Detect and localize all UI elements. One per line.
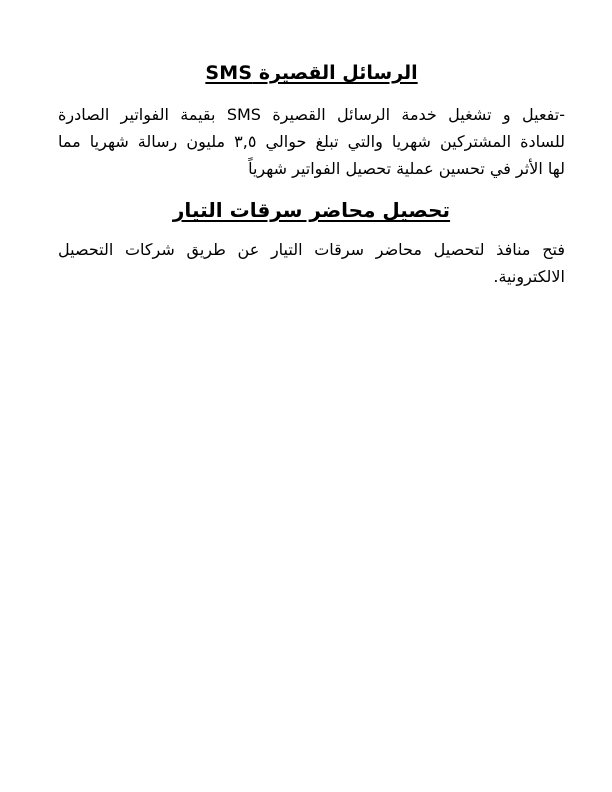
body-line: -تفعيل و تشغيل خدمة الرسائل القصيرة SMS بقيمة الفواتير الصادرة xyxy=(58,105,566,124)
body-line: لها الأثر في تحسين عملية تحصيل الفواتير شهرياً xyxy=(248,159,565,178)
body-line: للسادة المشتركين شهريا والتي تبلغ حوالي ٣,٥ مليون رسالة شهريا مما xyxy=(58,132,565,151)
body-line: الالكترونية. xyxy=(493,267,565,286)
theft-heading-text: تحصيل محاضر سرقات التيار xyxy=(172,198,451,222)
theft-paragraph xyxy=(58,236,565,290)
body-line: فتح منافذ لتحصيل محاضر سرقات التيار عن طريق شركات التحصيل xyxy=(58,240,565,259)
sms-paragraph xyxy=(58,101,565,182)
page-content xyxy=(58,62,565,290)
sms-heading-text: الرسائل القصيرة SMS xyxy=(205,62,418,84)
sms-heading xyxy=(58,62,565,85)
section-theft-reports xyxy=(58,199,565,290)
section-sms xyxy=(58,62,565,182)
theft-heading xyxy=(58,199,565,222)
